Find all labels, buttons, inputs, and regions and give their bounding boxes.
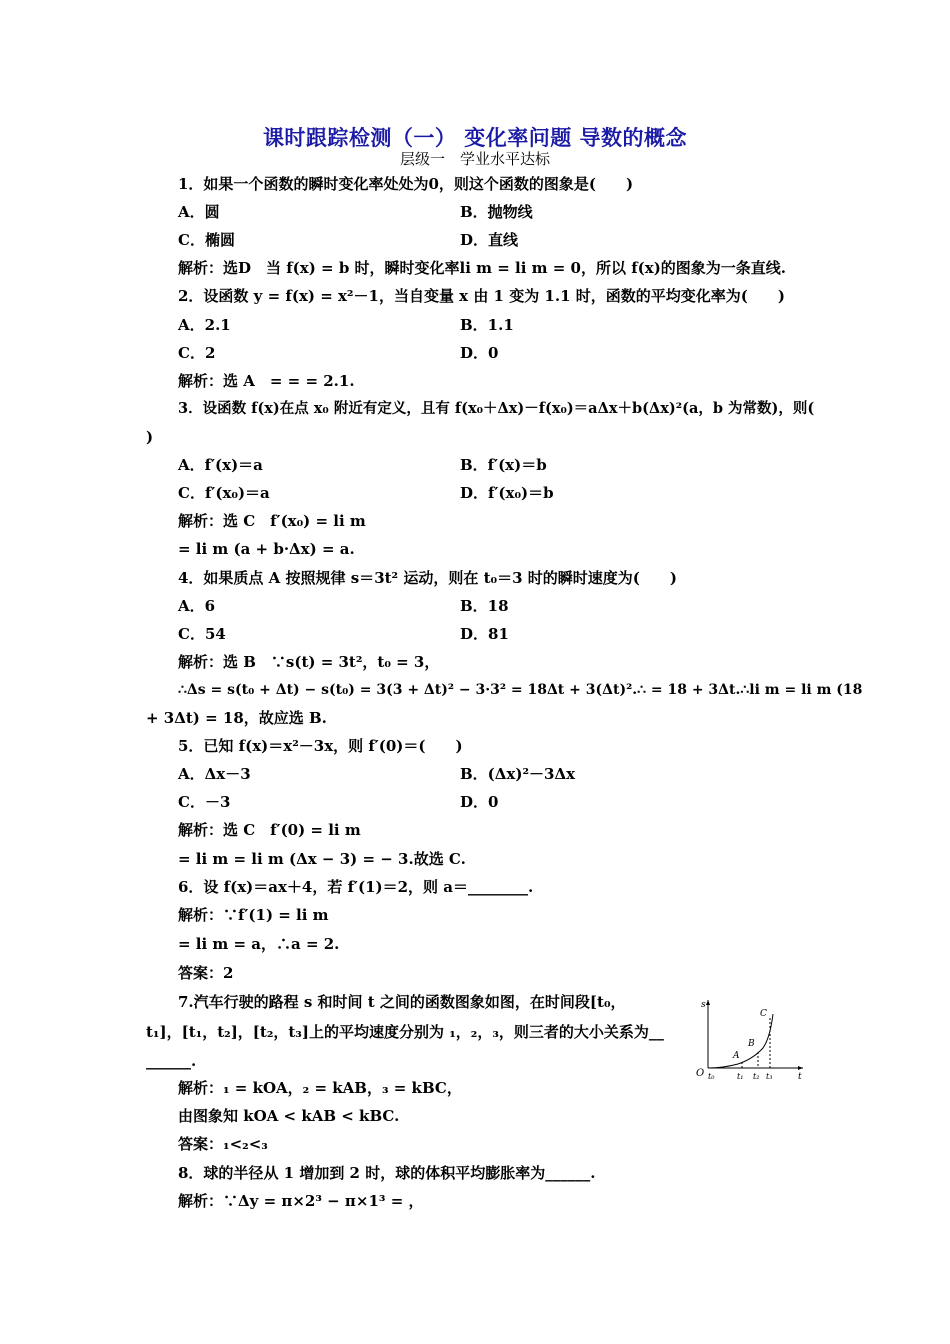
q8-solution: 解析：∵Δy = π×2³ − π×1³ = ， — [178, 1192, 424, 1210]
q3-solution-2: = li m (a + b·Δx) = a. — [178, 540, 355, 558]
point-label: A — [733, 1051, 740, 1061]
q2-option-d: D．0 — [460, 344, 499, 362]
question-7: 7.汽车行驶的路程 s 和时间 t 之间的函数图象如图，在时间段[t₀， — [178, 993, 626, 1011]
q4-solution-2: ∴Δs = s(t₀ + Δt) − s(t₀) = 3(3 + Δt)² − 3·3² = 18Δt + 3(Δt)².∴ = 18 + 3Δt.∴li m = li m (18 — [178, 682, 863, 698]
question-5: 5．已知 f(x)＝x²－3x，则 f′(0)＝( ) — [178, 737, 463, 755]
q1-option-c: C．椭圆 — [178, 231, 235, 249]
q5-solution-2: = li m = li m (Δx − 3) = − 3.故选 C. — [178, 850, 466, 868]
q7-solution-2: 由图象知 kOA < kAB < kBC. — [178, 1107, 400, 1125]
q3-solution: 解析：选 C f′(x₀) = li m — [178, 512, 366, 530]
q7-answer: 答案：₁<₂<₃ — [178, 1135, 268, 1153]
q5-option-d: D．0 — [460, 793, 499, 811]
q5-option-b: B．(Δx)²－3Δx — [460, 765, 576, 783]
q5-option-c: C．－3 — [178, 793, 231, 811]
question-1: 1．如果一个函数的瞬时变化率处处为0，则这个函数的图象是( ) — [178, 175, 634, 193]
q6-answer: 答案：2 — [178, 964, 234, 982]
q1-solution: 解析：选D 当 f(x) = b 时，瞬时变化率li m = li m = 0，所以 f(x)的图象为一条直线. — [178, 259, 787, 277]
question-3: 3．设函数 f(x)在点 x₀ 附近有定义，且有 f(x₀＋Δx)－f(x₀)＝aΔx＋b(Δx)²(a，b 为常数)，则( — [178, 400, 815, 417]
q3-option-d: D．f′(x₀)＝b — [460, 484, 554, 502]
t-axis-label: t — [798, 1072, 802, 1082]
question-3-cont: ) — [146, 428, 154, 446]
distance-time-graph — [688, 996, 808, 1082]
question-2: 2．设函数 y = f(x) = x²－1，当自变量 x 由 1 变为 1.1 时，函数的平均变化率为( ) — [178, 287, 785, 305]
q3-option-b: B．f′(x)＝b — [460, 456, 547, 474]
q5-solution: 解析：选 C f′(0) = li m — [178, 821, 361, 839]
q4-option-a: A．6 — [178, 597, 216, 615]
q7-solution: 解析：₁ = kOA，₂ = kAB，₃ = kBC， — [178, 1079, 462, 1097]
point-label: B — [748, 1039, 755, 1049]
q4-option-b: B．18 — [460, 597, 509, 615]
q4-option-c: C．54 — [178, 625, 226, 643]
question-7-cont-2: ______. — [146, 1052, 197, 1070]
q2-solution: 解析：选 A = = = 2.1. — [178, 372, 355, 390]
q2-option-b: B．1.1 — [460, 316, 514, 334]
s-axis-label: s — [701, 1000, 706, 1010]
page-title: 课时跟踪检测（一） 变化率问题 导数的概念 — [262, 126, 688, 150]
q1-option-d: D．直线 — [460, 231, 519, 249]
q3-option-a: A．f′(x)＝a — [178, 456, 263, 474]
q1-option-a: A．圆 — [178, 203, 220, 221]
question-8: 8．球的半径从 1 增加到 2 时，球的体积平均膨胀率为______. — [178, 1164, 596, 1182]
q2-option-a: A．2.1 — [178, 316, 231, 334]
s-axis-arrow — [706, 1000, 710, 1005]
q6-solution: 解析：∵f′(1) = li m — [178, 906, 329, 924]
q4-solution-3: + 3Δt) = 18，故应选 B. — [146, 709, 327, 727]
tick-label: t₀ — [708, 1072, 715, 1081]
section-subtitle: 层级一 学业水平达标 — [399, 150, 550, 168]
question-4: 4．如果质点 A 按照规律 s＝3t² 运动，则在 t₀＝3 时的瞬时速度为( ) — [178, 569, 677, 587]
question-7-cont: t₁]，[t₁，t₂]，[t₂，t₃]上的平均速度分别为 ₁，₂，₃，则三者的大小关系为__ — [146, 1023, 664, 1041]
tick-label: t₂ — [753, 1072, 760, 1081]
q4-solution: 解析：选 B ∵s(t) = 3t²，t₀ = 3， — [178, 653, 440, 671]
origin-label: O — [696, 1068, 705, 1079]
point-label: C — [760, 1009, 767, 1019]
q3-option-c: C．f′(x₀)＝a — [178, 484, 270, 502]
q6-solution-2: = li m = a，∴a = 2. — [178, 935, 340, 953]
q4-option-d: D．81 — [460, 625, 509, 643]
tick-label: t₃ — [766, 1072, 773, 1081]
q1-option-b: B．抛物线 — [460, 203, 533, 221]
q2-option-c: C．2 — [178, 344, 216, 362]
q5-option-a: A．Δx－3 — [178, 765, 251, 783]
s-t-curve — [708, 1014, 773, 1068]
tick-label: t₁ — [737, 1072, 744, 1081]
t-axis-arrow — [798, 1066, 803, 1070]
question-6: 6．设 f(x)＝ax＋4，若 f′(1)＝2，则 a＝________. — [178, 878, 534, 896]
